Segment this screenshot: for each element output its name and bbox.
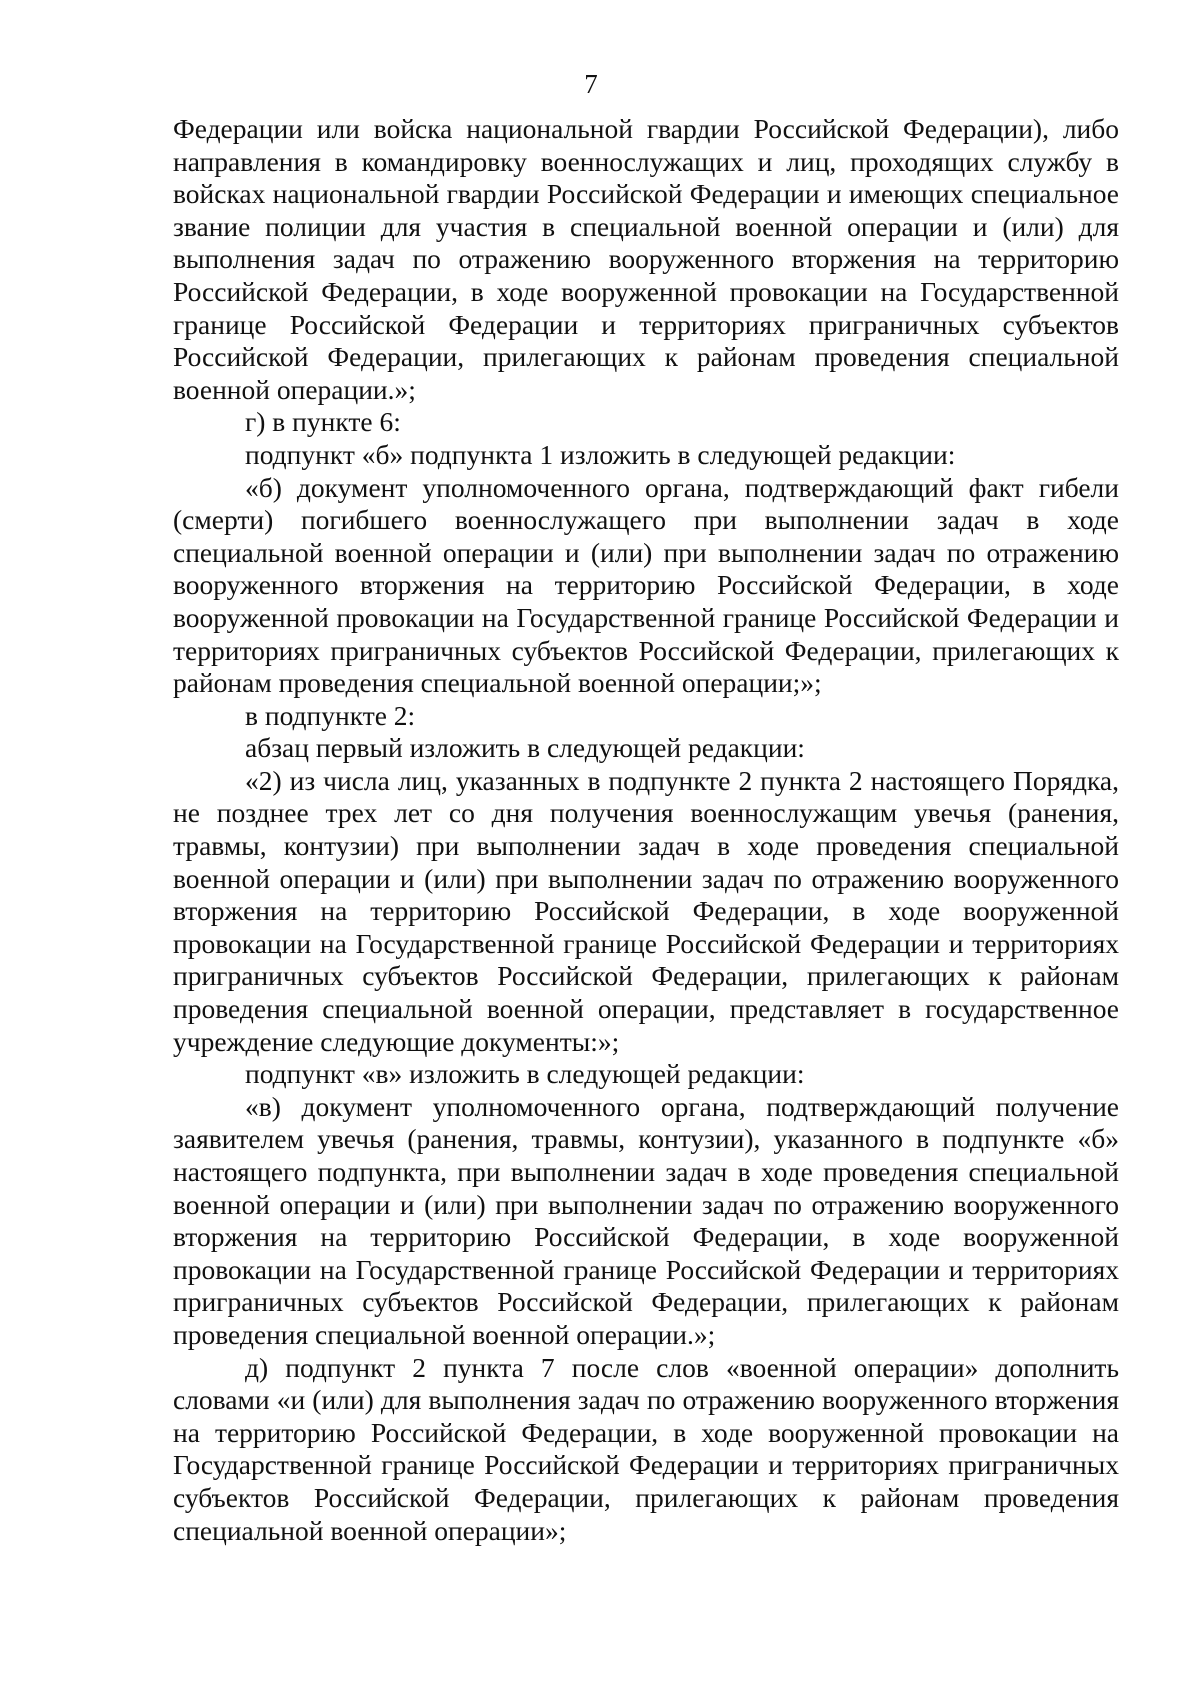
page-number	[0, 68, 1200, 100]
paragraph: Федерации или войска национальной гвардии Российской Федерации), либо направления в командировку военнослужащих и лиц, проходящих службу в войсках национальной гвардии Российской Федерации и имеющих специальное звание полиции для участия в специальной военной операции и (или) для выполнения задач по отражению вооруженного вторжения на территорию Российской Федерации, в ходе вооруженной провокации на Государственной границе Российской Федерации и территориях приграничных субъектов Российской Федерации, прилегающих к районам проведения специальной военной операции.»;	[173, 113, 1119, 405]
paragraph: г) в пункте 6:	[245, 406, 401, 438]
paragraph: абзац первый изложить в следующей редакции:	[245, 732, 805, 764]
page-number-text: 7	[584, 69, 598, 99]
paragraph: «2) из числа лиц, указанных в подпункте 2 пункта 2 настоящего Порядка, не позднее трех лет со дня получения военнослужащим увечья (ранения, травмы, контузии) при выполнении задач в ходе проведения специальной военной операции и (или) при выполнении задач по отражению вооруженного вторжения на территорию Российской Федерации, в ходе вооруженной провокации на Государственной границе Российской Федерации и территориях приграничных субъектов Российской Федерации, прилегающих к районам проведения специальной военной операции, представляет в государственное учреждение следующие документы:»;	[173, 764, 1119, 1057]
document-body	[173, 113, 1119, 1547]
paragraph: д) подпункт 2 пункта 7 после слов «военной операции» дополнить словами «и (или) для выполнения задач по отражению вооруженного вторжения на территорию Российской Федерации, в ходе вооруженной провокации на Государственной границе Российской Федерации и территориях приграничных субъектов Российской Федерации, прилегающих к районам проведения специальной военной операции»;	[173, 1351, 1119, 1546]
paragraph: «в) документ уполномоченного органа, подтверждающий получение заявителем увечья (ранения, травмы, контузии), указанного в подпункте «б» настоящего подпункта, при выполнении задач в ходе проведения специальной военной операции и (или) при выполнении задач по отражению вооруженного вторжения на территорию Российской Федерации, в ходе вооруженной провокации на Государственной границе Российской Федерации и территориях приграничных субъектов Российской Федерации, прилегающих к районам проведения специальной военной операции.»;	[173, 1090, 1119, 1350]
paragraph: в подпункте 2:	[245, 699, 416, 731]
paragraph: подпункт «в» изложить в следующей редакции:	[245, 1058, 805, 1090]
paragraph: «б) документ уполномоченного органа, подтверждающий факт гибели (смерти) погибшего военнослужащего при выполнении задач в ходе специальной военной операции и (или) при выполнении задач по отражению вооруженного вторжения на территорию Российской Федерации, в ходе вооруженной провокации на Государственной границе Российской Федерации и территориях приграничных субъектов Российской Федерации, прилегающих к районам проведения специальной военной операции;»;	[173, 471, 1119, 699]
paragraph: подпункт «б» подпункта 1 изложить в следующей редакции:	[245, 438, 956, 470]
